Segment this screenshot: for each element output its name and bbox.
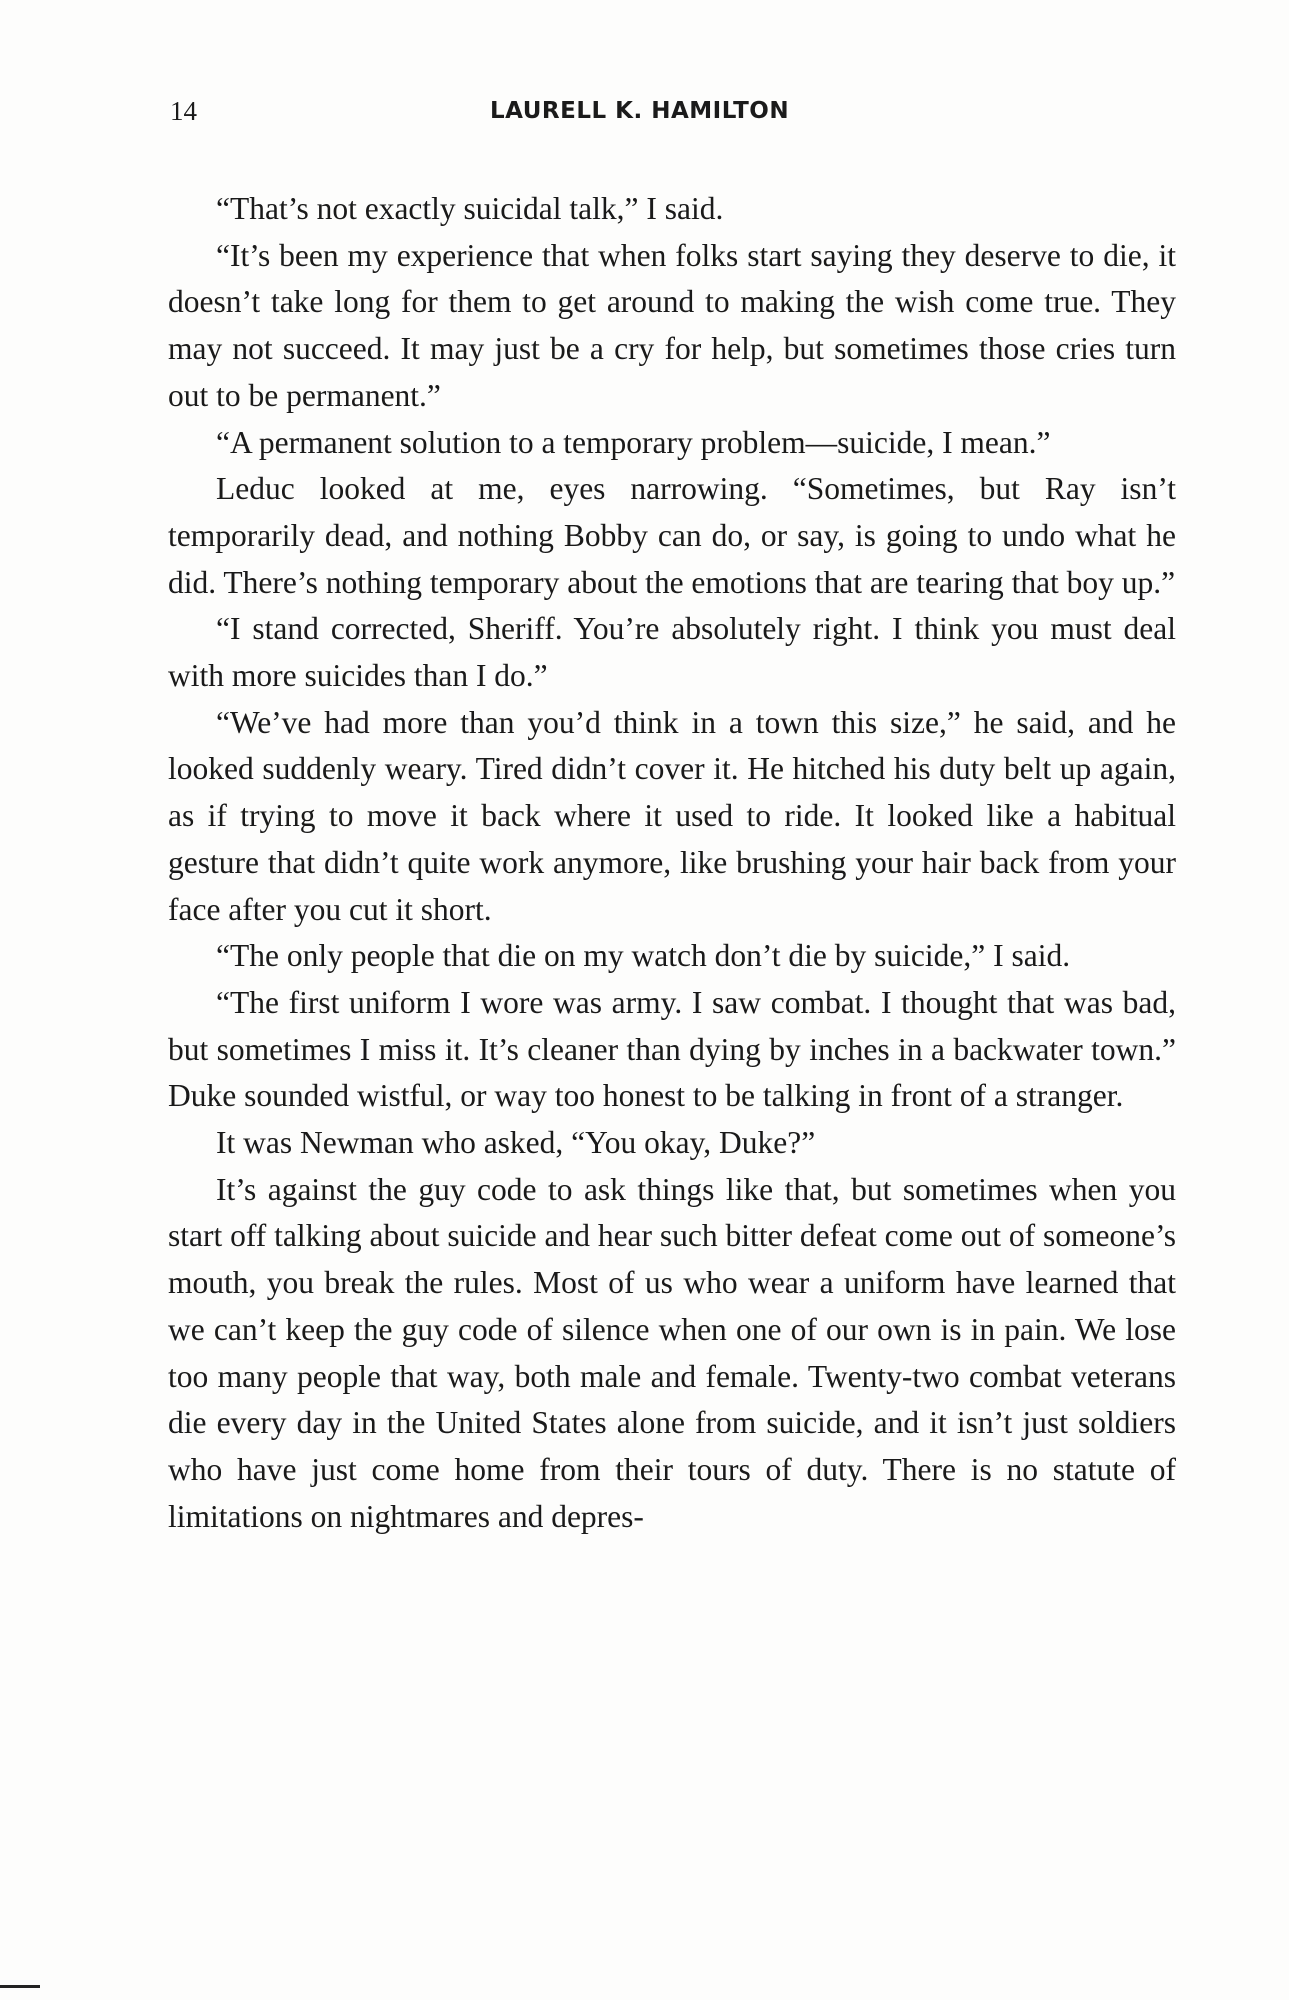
- paragraph: “It’s been my experience that when folks start saying they deserve to die, it doesn’t take long for them to get around to making the wish come true. They may not succeed. It may just be a cry for help, but sometimes those cries turn out to be permanent.”: [168, 237, 1176, 413]
- paragraph: “I stand corrected, Sheriff. You’re absolutely right. I think you must deal with more suicides than I do.”: [168, 611, 1176, 694]
- paragraph: “A permanent solution to a temporary problem—suicide, I mean.”: [216, 424, 1051, 460]
- paragraph: “The only people that die on my watch don’t die by suicide,” I said.: [216, 938, 1071, 974]
- body-text: [168, 186, 1176, 1540]
- paragraph: “That’s not exactly suicidal talk,” I said.: [216, 191, 724, 226]
- page-number: 14: [170, 96, 197, 126]
- page-header: [0, 96, 1289, 136]
- paragraph: “We’ve had more than you’d think in a town this size,” he said, and he looked suddenly weary. Tired didn’t cover it. He hitched his duty belt up again, as if trying to move it back where it used to ride. It looked like a habitual gesture that didn’t quite work anymore, like brushing your hair back from your face after you cut it short.: [168, 704, 1176, 927]
- paragraph: It was Newman who asked, “You okay, Duke?”: [216, 1125, 816, 1161]
- scan-edge-mark: [0, 1985, 40, 1988]
- paragraph: It’s against the guy code to ask things like that, but sometimes when you start off talking about suicide and hear such bitter defeat come out of someone’s mouth, you break the rules. Most of us who wear a uniform have learned that we can’t keep the guy code of silence when one of our own is in pain. We lose too many people that way, both male and female. Twenty-two combat veterans die every day in the United States alone from suicide, and it isn’t just soldiers who have just come home from their tours of duty. There is no statute of limitations on nightmares and depres-: [168, 1171, 1176, 1534]
- running-head-author: LAURELL K. HAMILTON: [490, 98, 790, 124]
- paragraph: “The first uniform I wore was army. I saw combat. I thought that was bad, but sometimes I miss it. It’s cleaner than dying by inches in a backwater town.” Duke sounded wistful, or way too honest to be talking in front of a stranger.: [168, 984, 1176, 1114]
- paragraph: Leduc looked at me, eyes narrowing. “Sometimes, but Ray isn’t temporarily dead, and nothing Bobby can do, or say, is going to undo what he did. There’s nothing temporary about the emotions that are tearing that boy up.”: [168, 471, 1176, 600]
